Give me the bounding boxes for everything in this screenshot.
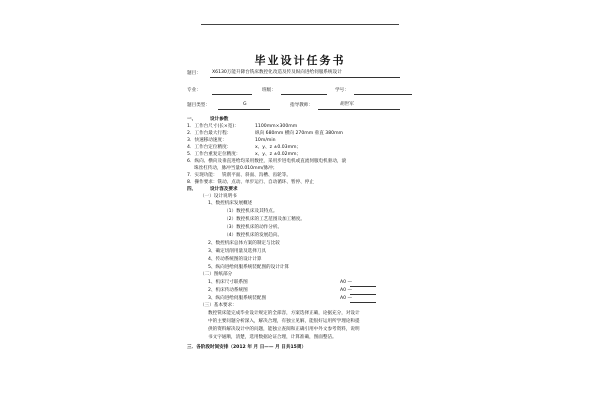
major-underline [212, 94, 252, 95]
drawing-size: A0 — [340, 288, 353, 293]
param-7-label: 7．实现功能： [187, 173, 218, 178]
section-1-heading: 一、 [187, 117, 197, 122]
major-label: 专业： [187, 88, 201, 93]
content-item: 3、确定切削用量及选择刀具 [208, 249, 267, 254]
param-value: x、y、z ±0.03mm； [255, 145, 302, 150]
param-value: 10m/min [255, 138, 276, 143]
param-7-value: 铣削平面、斜面、沟槽、齿轮等。 [222, 173, 291, 178]
content-item: 2、数控机床总体方案的制定与比较 [208, 241, 280, 246]
section-1-title: 设计参数 [210, 117, 229, 122]
subsection-drawings: （二）图纸部分 [200, 272, 233, 277]
drawing-label: 3、纵向进给伺服系统装配图 [208, 296, 267, 301]
content-item: 1、数控机床发展概述 [208, 201, 253, 206]
param-6-line-2: 珠丝杠传动，脉冲当量0.010mm/脉冲； [194, 166, 278, 171]
content-item: 4、传动系统图的设计计算 [208, 257, 262, 262]
class-label: 班级： [262, 88, 276, 93]
requirement-line: 数控铣床能完成毕业设计规定的全部容，方案选择正确，论据充分，对设计 [208, 311, 360, 316]
drawing-label: 2、机床传动系统图 [208, 288, 248, 293]
section-2-heading: 四、 [187, 187, 197, 192]
drawing-count-blank [350, 302, 376, 303]
content-subitem: （3）数控机床的动作分析。 [224, 225, 283, 230]
drawing-count-blank [350, 294, 376, 295]
section-2-title: 设计容及要求 [210, 187, 238, 192]
requirement-line: 供的资料解决设计中的问题，能独立查阅和正确引用中外文参考资料，说明 [208, 327, 360, 332]
param-value: 1100mm×300mm [255, 124, 298, 129]
subsection-basic-requirements: （三）基本要求： [200, 303, 237, 308]
param-8: 8．操作要求：铣动、点动、单步运行、自动循环、暂停、停止 [187, 180, 314, 185]
drawing-count-blank [350, 286, 376, 287]
topic-type-label: 题目类型： [187, 103, 210, 108]
section-3-schedule: 三．各阶段时间安排（2012 年 月 日—— 月 日共15周） [187, 345, 307, 350]
content-item: 5、纵向进给伺服系统装配图的设计计算 [208, 265, 290, 270]
topic-value: X6130万能升降台铣床数控化改造及传及纵向进给伺服系统设计 [212, 70, 342, 75]
topic-underline [210, 77, 400, 78]
subsection-design-spec: （一）设计说明书 [200, 194, 237, 199]
param-6-line-1: 6．纵向、横向及垂直进给均采用数控，采用步进电机或直流伺服电机驱动，滚 [187, 159, 347, 164]
page-title: 毕业设计任务书 [254, 54, 346, 67]
drawing-label: 1、机床尺寸联系图 [208, 280, 248, 285]
drawing-size: A0 — [340, 296, 353, 301]
param-label: 4．工作台定位精度： [187, 145, 232, 150]
param-value: x、y、z ±0.02mm； [255, 152, 302, 157]
class-underline [281, 94, 327, 95]
advisor-value: 胡世军 [340, 102, 354, 107]
param-label: 3．快速移动速度： [187, 138, 227, 143]
param-label: 2．工作台最大行程： [187, 131, 232, 136]
param-value: 纵向 680mm 横向 270mm 垂直 380mm [255, 131, 344, 136]
topic-type-underline [218, 109, 270, 110]
student-id-label: 学号： [335, 88, 349, 93]
drawing-size: A0 — [340, 280, 353, 285]
content-subitem: （2）数控机床的工艺范围及加工精度。 [224, 217, 306, 222]
topic-type-value: G [243, 102, 247, 107]
requirement-line: 中的主要问题分析深入，解决合理，有独立见解，能很好运用所学理论和提 [208, 319, 360, 324]
topic-label: 题目： [187, 71, 201, 76]
param-label: 5．工作台重复定位精度： [187, 152, 241, 157]
param-label: 1．工作台尺寸(长×宽)： [187, 124, 239, 129]
requirement-line: 书文字通顺，清楚，选用数据论证合理，计算准确，图面整洁。 [208, 335, 337, 340]
content-subitem: （1）数控机床及其特点。 [224, 209, 278, 214]
content-subitem: （4）数控机床的发展趋向。 [224, 233, 283, 238]
advisor-label: 指导教师： [290, 103, 313, 108]
advisor-underline [318, 109, 400, 110]
header-rule [201, 24, 399, 25]
student-id-underline [354, 94, 412, 95]
